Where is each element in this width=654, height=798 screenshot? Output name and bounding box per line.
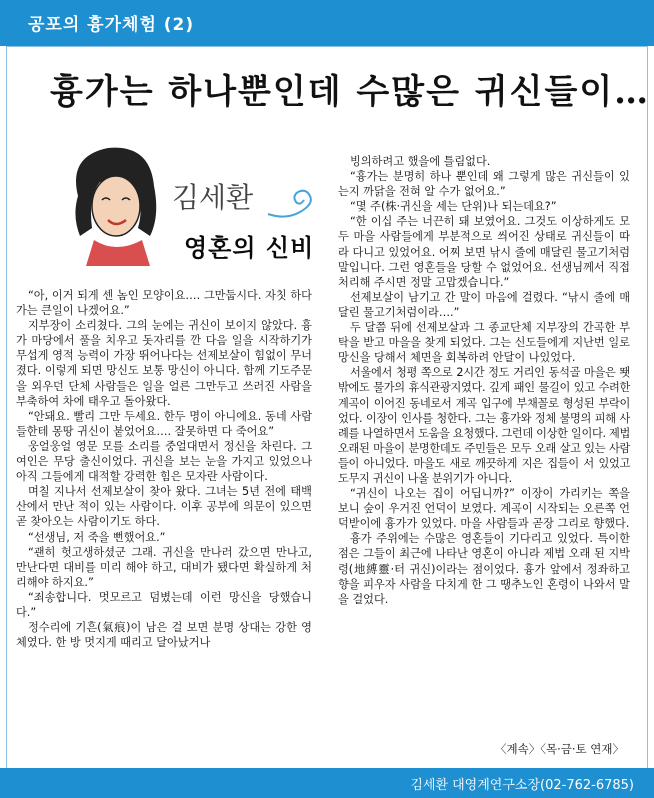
continuation-note: 〈계속〉〈목·금·토 연재〉 (495, 742, 624, 756)
header-bar (0, 0, 654, 46)
footer-bar (0, 768, 654, 798)
spiral-ornament (266, 184, 326, 224)
paragraph: 웅얼웅얼 영문 모를 소리를 중얼대면서 정신을 차린다. 그 여인은 무당 출신이었다. 귀신을 보는 눈을 가지고 있었으나 아직 그들에게 대적할 강력한 힘은 모자란 사람이다. (16, 439, 312, 484)
paragraph: 정수리에 기흔(氣痕)이 남은 걸 보면 분명 상대는 강한 영체였다. 한 방 멋지게 때리고 달아났거나 (16, 621, 312, 650)
paragraph: 선제보살이 남기고 간 말이 마음에 걸렸다. “낚시 줄에 매달린 물고기처럼이라….” (338, 290, 630, 319)
paragraph: 흉가 주위에는 수많은 영혼들이 기다리고 있었다. 특이한 점은 그들이 최근에 나타난 영혼이 아니라 제법 오래 된 지박령(地縛靈·터 귀신)이라는 점이었다. 흉가 앞에서 정좌하고 향을 피우자 사람을 다치게 한 그 땡추노인 혼령이 나와서 말을 걸었다. (338, 532, 630, 606)
paragraph: “죄송합니다. 멋모르고 덤볐는데 이런 망신을 당했습니다.” (16, 590, 312, 619)
paragraph: 두 달쯤 뒤에 선제보살과 그 종교단체 지부장의 간곡한 부탁을 받고 마을을 찾게 되었다. 그는 신도들에게 지난번 일로 망신을 당해서 체면을 회복하려 안달이 나있었다. (338, 321, 630, 365)
headline: 흉가는 하나뿐인데 수많은 귀신들이… (50, 72, 651, 112)
paragraph: “아, 이거 되게 센 놈인 모양이요…. 그만둡시다. 자칫 하다가는 큰일이 나겠어요.” (16, 289, 312, 318)
author-name: 김세환 (172, 181, 254, 214)
author-credit: 김세환 대영계연구소장(02-762-6785) (410, 778, 634, 793)
left-column-text (16, 288, 312, 650)
paragraph: “한 이십 주는 너끈히 돼 보였어요. 그것도 이상하게도 모두 마을 사람들에게 부분적으로 씌어진 상태로 귀신들이 따라 다니고 있었어요. 어찌 보면 낚시 줄에 매달린 물고기처럼 말입니다. 그런 영혼들을 당할 수 없었어요. 선생님께서 직접 처리해 주시면 정말 고맙겠습니다.” (338, 215, 630, 289)
paragraph: “흉가는 분명히 하나 뿐인데 왜 그렇게 많은 귀신들이 있는지 까닭을 전혀 알 수가 없어요.” (338, 170, 630, 199)
paragraph: 며칠 지나서 선제보살이 찾아 왔다. 그녀는 5년 전에 태백산에서 만난 적이 있는 사람이다. 이후 공부에 의문이 있으면 곧 찾아오는 사람이기도 하다. (16, 485, 312, 529)
column-title: 영혼의 신비 (184, 234, 315, 262)
series-title: 공포의 흉가체험 (2) (28, 15, 195, 35)
paragraph: “귀신이 나오는 집이 어딥니까?” 이장이 가리키는 쪽을 보니 숲이 우거진 언덕이 보였다. 계곡이 시작되는 오른쪽 언덕받이에 흉가가 있었다. 마을 사람들과 곧장 그리로 향했다. (338, 487, 630, 531)
paragraph: 지부장이 소리쳤다. 그의 눈에는 귀신이 보이지 않았다. 흉가 마당에서 풀을 치우고 돗자리를 깐 다음 일을 시작하기가 무섭게 영적 능력이 가장 뛰어나다는 선제보살이 힘없이 무너졌다. 이렇게 되면 망신도 보통 망신이 아니다. 함께 기도주문을 외우던 단체 사람들은 일을 얼른 그만두고 쓰러진 사람을 부축하여 차에 태우고 돌아왔다. (16, 319, 312, 408)
paragraph: 빙의하려고 했을에 틀림없다. (350, 155, 491, 168)
paragraph: 서울에서 청평 쪽으로 2시간 정도 거리인 동석골 마을은 뙛밖에도 물가의 휴식관광지였다. 깊게 패인 물길이 있고 수려한 계곡이 이어진 동네로서 계곡 입구에 부채꼴로 형성된 부락이었다. 이장이 인사를 청한다. 그는 흉가와 정체 불명의 피해 사례를 나열하면서 도움을 요청했다. 그런데 이상한 일이다. 제법 오래된 마을이 분명한데도 주민들은 모두 오래 살고 있는 사람들이 아니었다. 마을도 새로 깨끗하게 지은 집들이 서 있었고 도무지 귀신이 나올 분위기가 아니다. (338, 366, 630, 485)
paragraph: “몇 주(株·귀신을 세는 단위)나 되는데요?” (350, 200, 557, 214)
right-column-text (338, 154, 630, 607)
paragraph: “괜히 헛고생하셨군 그래. 귀신을 만나러 갔으면 만나고, 만난다면 대비를 미리 해야 하고, 대비가 됐다면 확실하게 처리해야 하지요.” (16, 545, 312, 589)
paragraph: “선생님, 저 죽을 뻔했어요.” (28, 530, 166, 544)
author-portrait-illustration (58, 136, 168, 266)
paragraph: “안돼요. 빨리 그만 두세요. 한두 명이 아니에요. 동네 사람들한테 몽땅 귀신이 붙었어요…. 잘못하면 다 죽어요” (16, 409, 312, 438)
